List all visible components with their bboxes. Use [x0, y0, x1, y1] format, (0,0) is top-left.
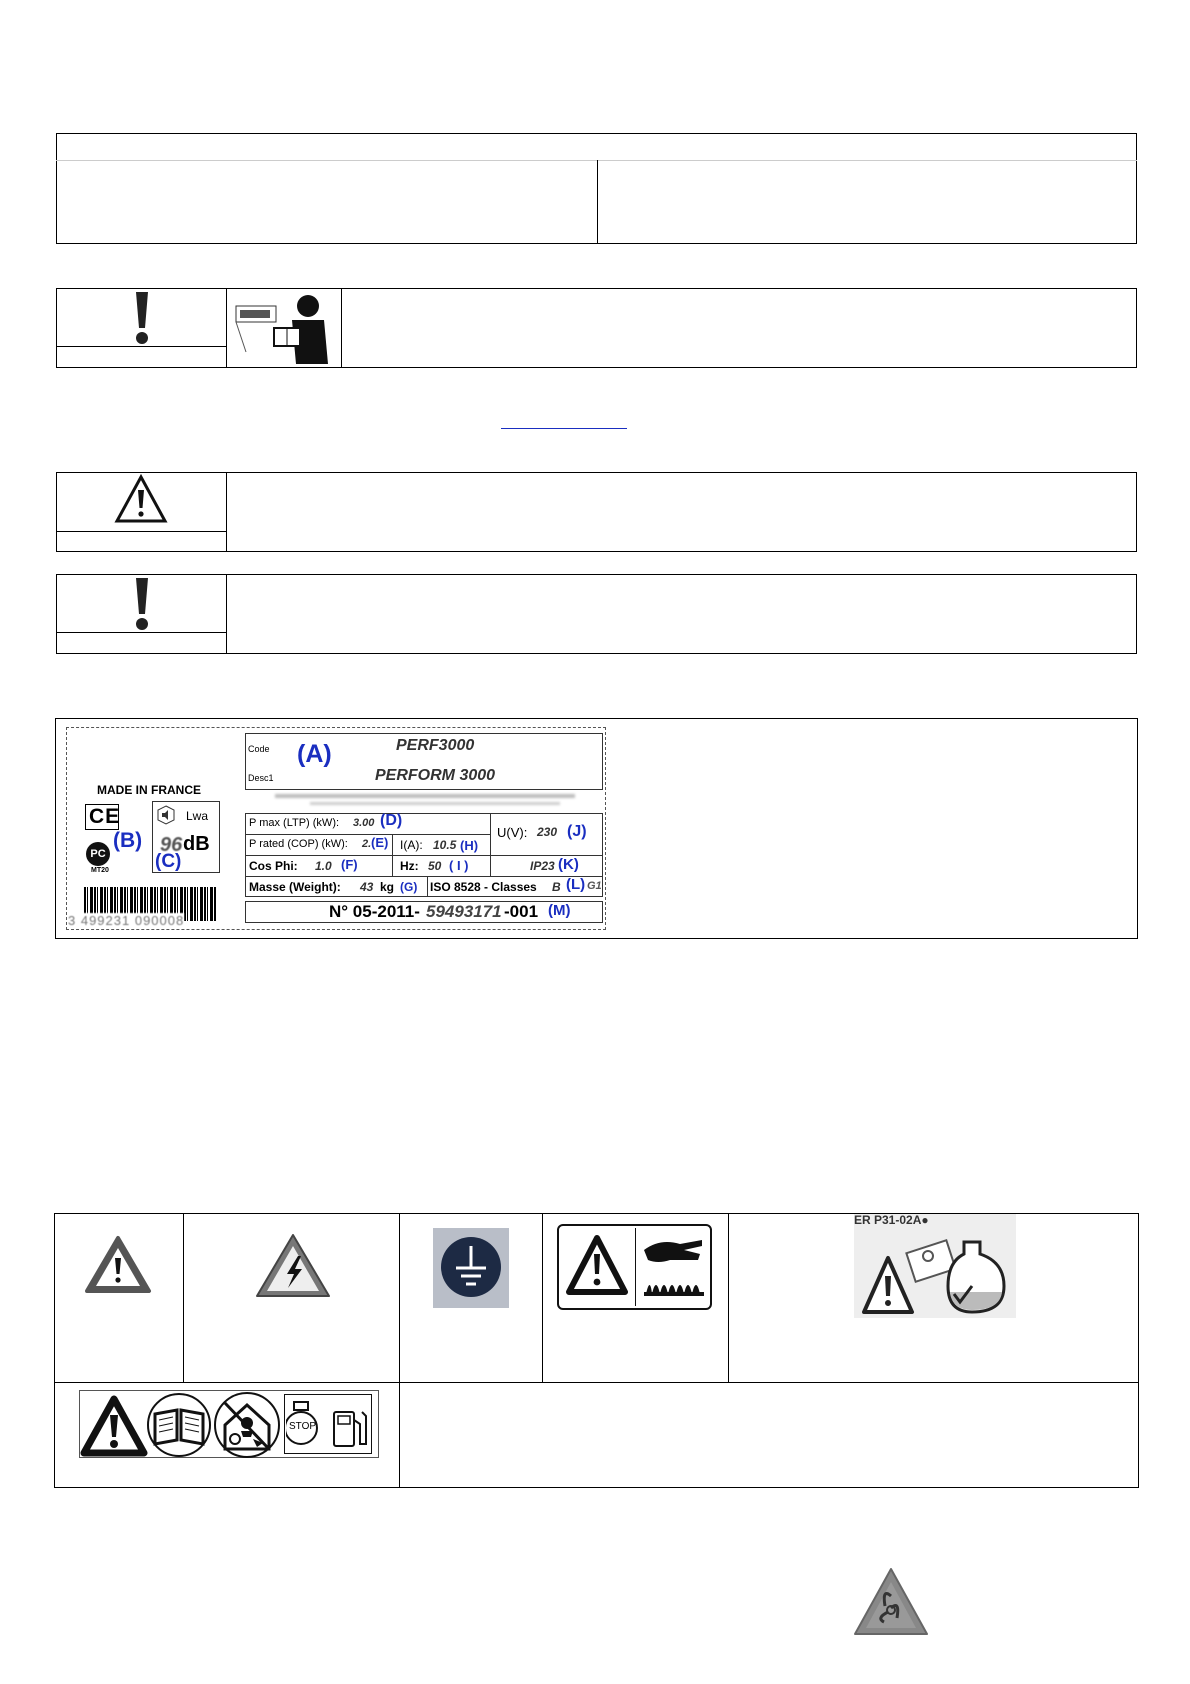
hz-label: Hz: — [400, 859, 419, 873]
letter-m: (M) — [548, 902, 571, 919]
prated-label: P rated (COP) (kW): — [249, 838, 348, 850]
db-value: 96 — [160, 834, 183, 856]
letter-i: ( I ) — [449, 858, 469, 873]
oil-level-icon — [854, 1228, 1016, 1318]
letter-g: (G) — [400, 880, 418, 894]
barcode-text: 3 499231 090008 — [68, 913, 185, 928]
letter-k: (K) — [558, 856, 579, 873]
electric-hazard-icon — [254, 1232, 332, 1300]
code-label: Code — [248, 744, 270, 754]
manual-reader-icon — [234, 292, 338, 366]
divider — [245, 855, 603, 856]
prated-value: 2. — [362, 838, 372, 850]
manual-book-icon — [145, 1392, 213, 1458]
pmax-label: P max (LTP) (kW): — [249, 817, 340, 829]
serial-mid: 59493171 — [426, 902, 502, 921]
divider — [226, 472, 227, 552]
letter-d: (D) — [380, 812, 403, 829]
caution-box — [56, 574, 1137, 654]
divider — [427, 876, 428, 897]
cos-label: Cos Phi: — [249, 859, 298, 873]
masse-value: 43 — [360, 880, 374, 894]
warning-box — [56, 472, 1137, 552]
hz-value: 50 — [428, 859, 442, 873]
warning-triangle-icon — [84, 1235, 152, 1295]
divider — [245, 876, 603, 877]
iso-label: ISO 8528 - Classes — [430, 880, 537, 894]
divider — [56, 346, 226, 347]
letter-a: (A) — [297, 740, 332, 768]
divider — [183, 1213, 184, 1382]
letter-l: (L) — [566, 876, 586, 893]
divider — [56, 632, 226, 633]
exclamation-icon — [130, 576, 154, 632]
ip-value: IP23 — [530, 859, 555, 873]
serial-prefix: N° 05-2011- — [329, 902, 420, 921]
made-in-label: MADE IN FRANCE — [97, 783, 201, 797]
warning-triangle-icon — [80, 1395, 148, 1457]
code-value: PERF3000 — [396, 737, 475, 754]
i-value: 10.5 — [433, 838, 457, 852]
letter-b: (B) — [113, 829, 143, 852]
link-underline — [501, 428, 627, 429]
mt20-label: MT20 — [91, 867, 109, 874]
letter-c: (C) — [155, 851, 182, 872]
desc-value: PERFORM 3000 — [375, 767, 496, 784]
rotating-fan-icon — [852, 1566, 930, 1638]
serial-suffix: -001 — [504, 902, 539, 921]
read-manual-box — [56, 288, 1137, 368]
letter-j: (J) — [567, 823, 587, 840]
letter-e: (E) — [371, 835, 389, 850]
masse-label: Masse (Weight): — [249, 880, 341, 894]
iso-value: B — [552, 880, 561, 894]
divider — [226, 288, 227, 368]
masse-unit: kg — [380, 880, 395, 894]
divider — [54, 1382, 1139, 1383]
ce-text: CE — [89, 805, 121, 828]
u-label: U(V): — [497, 825, 528, 840]
i-label: I(A): — [400, 838, 423, 852]
divider — [226, 574, 227, 654]
divider — [542, 1213, 543, 1382]
divider — [728, 1213, 729, 1382]
divider — [245, 834, 490, 835]
letter-f: (F) — [341, 857, 358, 872]
hot-warning-triangle — [565, 1234, 629, 1298]
divider — [635, 1228, 636, 1306]
divider — [392, 834, 393, 876]
er-code-label: ER P31-02A● — [854, 1213, 929, 1227]
noise-icon — [156, 805, 176, 825]
blurred-address — [310, 802, 560, 805]
desc-label: Desc1 — [248, 773, 274, 783]
warning-triangle-icon — [114, 474, 168, 524]
hand-heat-icon — [640, 1232, 708, 1302]
toxic-fumes-icon — [213, 1391, 281, 1459]
blurred-address — [275, 794, 575, 798]
pc-mark: PC — [86, 842, 110, 866]
divider — [56, 531, 226, 532]
cos-value: 1.0 — [315, 859, 332, 873]
db-unit: dB — [183, 833, 210, 855]
iso-tail: G1 — [587, 880, 602, 892]
stop-label: STOP — [289, 1421, 317, 1432]
exclamation-icon — [130, 290, 154, 346]
pmax-value: 3.00 — [353, 817, 375, 829]
earth-symbol — [438, 1232, 504, 1302]
header-table-col-divider — [597, 160, 598, 244]
lwa-label: Lwa — [186, 809, 209, 823]
u-value: 230 — [537, 825, 558, 839]
divider — [341, 288, 342, 368]
divider — [490, 813, 491, 876]
divider — [399, 1213, 400, 1488]
letter-h: (H) — [460, 838, 479, 853]
